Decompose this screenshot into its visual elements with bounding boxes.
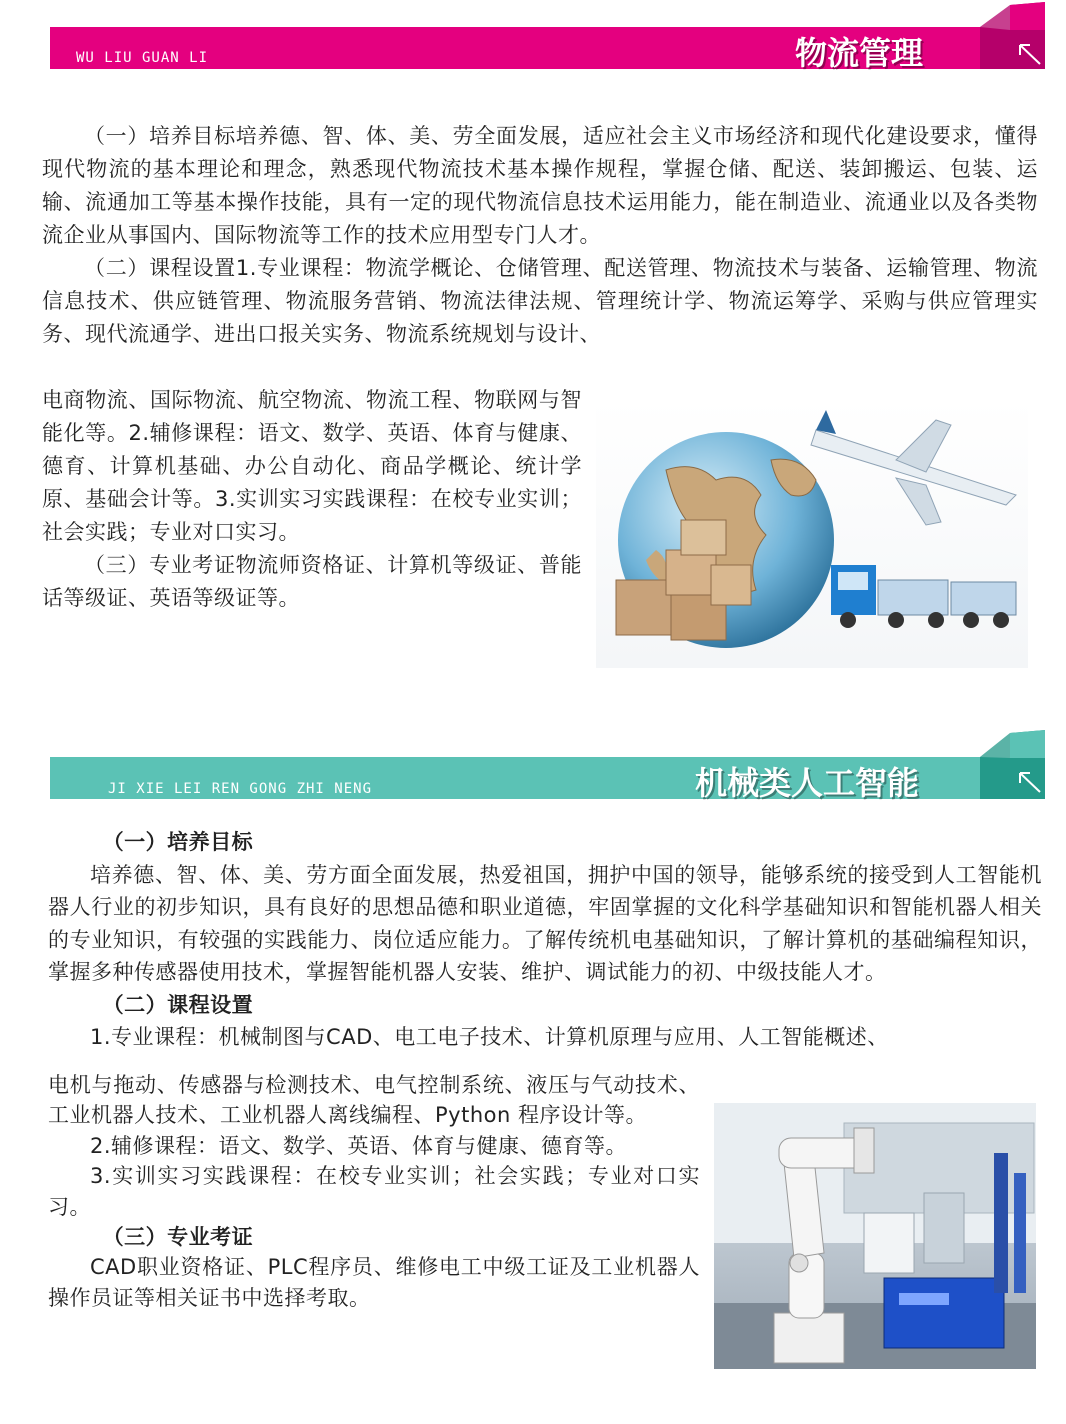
truck-icon [831,565,1016,628]
section1-text-narrow [42,384,582,615]
section2-title: 机械类人工智能 [695,764,920,802]
section2-courses-heading: （二）课程设置 [102,992,254,1017]
section2-goal-paragraph: 培养德、智、体、美、劳方面全面发展，热爱祖国，拥护中国的领导，能够系统的接受到人工智能机器人行业的初步知识，具有良好的思想品德和职业道德，牢固掌握的文化科学基础知识和智能机器人相关的专业知识，有较强的实践能力、岗位适应能力。了解传统机电基础知识，了解计算机的基础编程知识，掌握多种传感器使用技术，掌握智能机器人安装、维护、调试能力的初、中级技能人才。 [48,862,1042,984]
section1-banner [0,0,1066,80]
section1-courses-paragraph: （二）课程设置1.专业课程：物流学概论、仓储管理、配送管理、物流技术与装备、运输管理、物流信息技术、供应链管理、物流服务营销、物流法律法规、管理统计学、物流运筹学、采购与供应管理实务、现代流通学、进出口报关实务、物流系统规划与设计、 [42,256,1038,346]
section2-pinyin: JI XIE LEI REN GONG ZHI NENG [108,781,373,797]
controller-box-icon [884,1278,1004,1348]
section1-courses-continued: 电商物流、国际物流、航空物流、物流工程、物联网与智能化等。2.辅修课程：语文、数学、英语、体育与健康、德育、计算机基础、办公自动化、商品学概论、统计学原、基础会计等。3.实训实习实践课程：在校专业实训；社会实践；专业对口实习。 [42,388,582,544]
section2-text-full [48,826,1042,1054]
section2-practice-courses: 3.实训实习实践课程：在校专业实训；社会实践；专业对口实习。 [48,1164,700,1219]
section1-cert-paragraph: （三）专业考证物流师资格证、计算机等级证、普能话等级证、英语等级证等。 [42,553,582,610]
section1-title: 物流管理 [795,34,924,72]
section2-cert-paragraph: CAD职业资格证、PLC程序员、维修电工中级工证及工业机器人操作员证等相关证书中选择考取。 [48,1255,700,1310]
section2-courses-paragraph: 1.专业课程：机械制图与CAD、电工电子技术、计算机原理与应用、人工智能概述、 [90,1025,889,1049]
section2-minor-courses: 2.辅修课程：语文、数学、英语、体育与健康、德育等。 [90,1133,628,1158]
section2-banner [0,728,1066,808]
section2-goal-heading: （一）培养目标 [102,830,254,854]
section1-corner-decoration [970,0,1050,72]
section2-cert-heading: （三）专业考证 [102,1225,254,1250]
airplane-icon [811,410,1016,525]
section2-corner-decoration [970,728,1050,800]
section2-text-narrow [48,1070,700,1313]
logistics-image [596,400,1028,668]
section1-text-full [42,120,1038,351]
section1-pinyin: WU LIU GUAN LI [76,50,209,66]
section1-goal-paragraph: （一）培养目标培养德、智、体、美、劳全面发展，适应社会主义市场经济和现代化建设要求，懂得现代物流的基本理论和理念，熟悉现代物流技术基本操作规程，掌握仓储、配送、装卸搬运、包装、运输、流通加工等基本操作技能，具有一定的现代物流信息技术运用能力，能在制造业、流通业以及各类物流企业从事国内、国际物流等工作的技术应用型专门人才。 [42,124,1038,247]
robot-lab-image [714,1103,1036,1369]
section2-courses-continued: 电机与拖动、传感器与检测技术、电气控制系统、液压与气动技术、工业机器人技术、工业机器人离线编程、Python 程序设计等。 [48,1073,700,1128]
